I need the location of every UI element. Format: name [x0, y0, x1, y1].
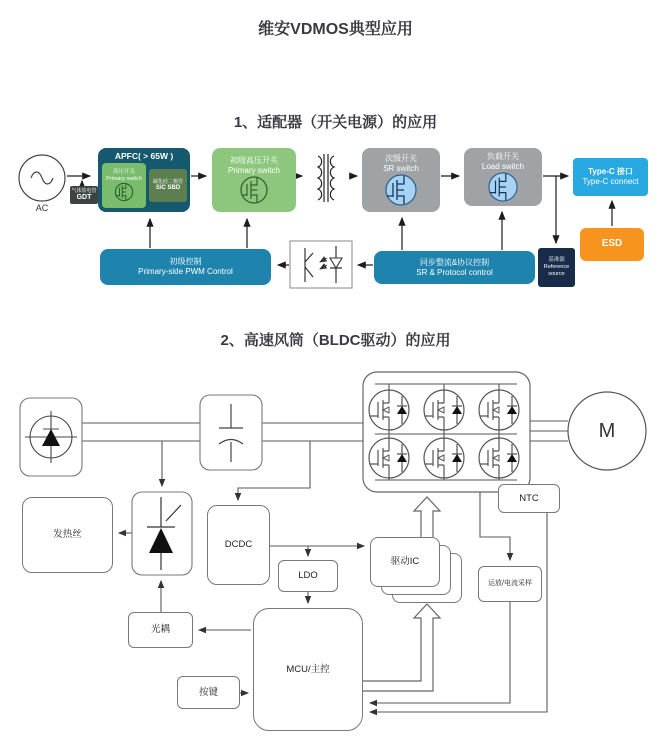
apfc-primary-switch-cn: 高压开关 [112, 168, 135, 175]
esd-label: ESD [601, 238, 623, 250]
ldo-box [278, 560, 338, 592]
optocoupler-box [128, 612, 193, 648]
apfc-box [98, 148, 190, 212]
sr-protocol-cn: 同步整流&协议控制 [419, 257, 490, 267]
apfc-primary-switch-box [102, 163, 146, 208]
esd-box [580, 228, 644, 261]
apfc-sic-cn: 碳化硅二极管 [152, 178, 183, 185]
gdt-label-cn: 气体放电管 [71, 187, 97, 194]
optocoupler-icon [290, 241, 352, 288]
section2-heading: 2、高速风筒（BLDC驱动）的应用 [220, 332, 451, 349]
pwm-cn: 初级控制 [169, 257, 202, 266]
opamp-current-sense-box [478, 566, 542, 602]
load-switch-cn: 负载开关 [487, 152, 519, 161]
primary-switch-box [212, 148, 296, 212]
triac-box [132, 492, 192, 575]
mcu-box [253, 608, 363, 731]
heater-label: 发热丝 [53, 529, 82, 541]
inverter-bridge-box [363, 372, 530, 492]
dcdc-box [207, 505, 270, 585]
button-box [177, 676, 240, 709]
apfc-sic-en: SiC SBD [155, 184, 181, 191]
typec-box [573, 158, 648, 196]
mosfet-icon [240, 176, 268, 204]
typec-en: Type-C connect [582, 177, 639, 186]
ntc-box [498, 484, 560, 513]
mcu-label: MCU/主控 [286, 663, 330, 675]
driver-ic-box [370, 537, 440, 587]
button-label: 按键 [198, 686, 218, 698]
pwm-en: Primary-side PWM Control [138, 267, 233, 276]
page-title: 维安VDMOS典型应用 [258, 21, 413, 38]
ac-source-icon [19, 155, 65, 201]
sr-switch-cn: 次级开关 [385, 154, 417, 163]
gdt-box [70, 186, 98, 204]
sr-switch-box [362, 148, 440, 212]
load-switch-en: Load switch [481, 162, 525, 171]
optocoupler-label: 光耦 [150, 624, 170, 636]
reference-en1: Reference [543, 264, 570, 271]
ac-label: AC [35, 203, 49, 213]
sr-protocol-en: SR & Protocol control [416, 267, 493, 277]
section1-heading: 1、适配器（开关电源）的应用 [233, 114, 438, 131]
primary-switch-cn: 初级高压开关 [230, 156, 278, 165]
bus-capacitor-box [200, 395, 262, 470]
driver-ic-label: 驱动IC [390, 556, 420, 568]
load-switch-box [464, 148, 542, 206]
motor-label [587, 417, 627, 445]
pwm-control-box [100, 249, 271, 285]
sr-switch-en: SR switch [383, 164, 419, 173]
ldo-label: LDO [298, 570, 318, 582]
bridge-rectifier-box [20, 398, 82, 476]
mosfet-icon [488, 172, 518, 202]
heater-box [22, 497, 113, 573]
mosfet-icon [114, 182, 134, 202]
transformer-icon [318, 154, 334, 202]
opamp-label: 运放/电流采样 [488, 579, 532, 587]
primary-switch-en: Primary switch [227, 166, 280, 175]
mosfet-icon [385, 174, 417, 206]
typec-cn: Type-C 接口 [588, 167, 633, 176]
apfc-title: APFC( > 65W ) [114, 151, 174, 161]
sr-protocol-control-box [374, 251, 535, 284]
motor-letter: M [598, 419, 616, 442]
dcdc-label: DCDC [224, 539, 253, 551]
apfc-primary-switch-en: Primary switch [106, 175, 142, 182]
gdt-label-en: GDT [76, 193, 92, 201]
reference-source-box [538, 248, 575, 287]
ntc-label: NTC [519, 492, 539, 504]
reference-cn: 基准源 [548, 257, 565, 264]
apfc-sic-box [149, 169, 187, 202]
reference-en2: source [548, 270, 565, 277]
